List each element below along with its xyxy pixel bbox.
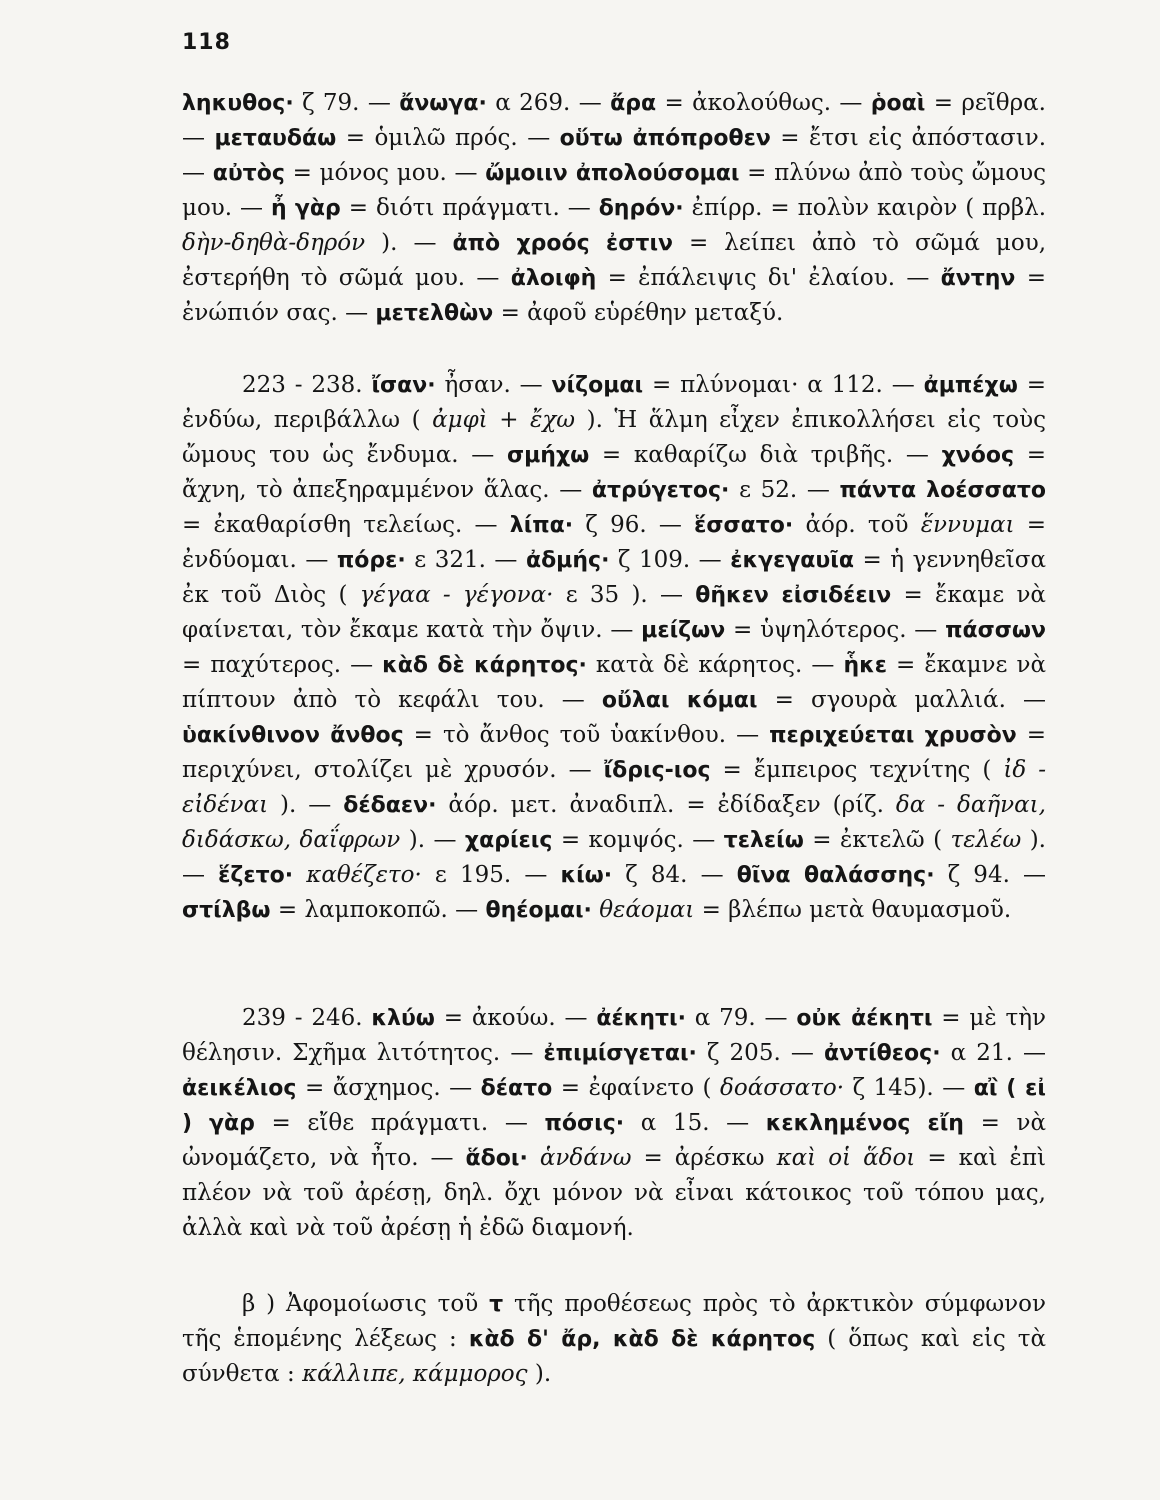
headword: κὰδ δ' ἄρ, κὰδ δὲ κάρητος bbox=[468, 1327, 816, 1352]
headword: ἀδμής· bbox=[525, 548, 610, 573]
headword: ἀέκητι· bbox=[596, 1006, 686, 1031]
italic-form: ἰδ - εἰδέναι bbox=[182, 757, 1047, 818]
headword: ἀπὸ χροός ἐστιν bbox=[452, 231, 674, 256]
gloss-text: = ἔτσι εἰς ἀπόστασιν. — bbox=[182, 125, 1047, 186]
headword: θηέομαι· bbox=[485, 898, 592, 923]
headword: τ bbox=[489, 1292, 504, 1317]
gloss-text: = ἐνώπιόν σας. — bbox=[182, 265, 1046, 326]
gloss-text: = περιχύνει, στολίζει μὲ χρυσόν. — bbox=[182, 722, 1046, 783]
headword: χνόος bbox=[941, 443, 1015, 468]
paragraph-1 bbox=[182, 86, 1046, 331]
headword: δηρόν· bbox=[598, 196, 684, 221]
headword: ἴσαν· bbox=[371, 373, 436, 398]
italic-form: γέγαα - γέγονα· bbox=[359, 582, 554, 608]
gloss-text: = κομψός. — bbox=[552, 827, 724, 853]
headword: τελείω bbox=[723, 828, 804, 853]
gloss-text: β ) Ἀφομοίωσις τοῦ bbox=[242, 1291, 490, 1317]
gloss-text: = ἐνδύω, περιβάλλω ( bbox=[182, 372, 1046, 433]
gloss-text: ζ 109. — bbox=[609, 547, 731, 573]
italic-form: θεάομαι bbox=[599, 897, 695, 923]
headword: ὑακίνθινον ἄνθος bbox=[182, 723, 404, 748]
headword: αὐτὸς bbox=[212, 161, 285, 186]
headword: κλύω bbox=[371, 1006, 435, 1031]
headword: κεκλημένος εἴη bbox=[765, 1111, 964, 1136]
gloss-text: 223 - 238. bbox=[242, 372, 372, 398]
headword: οὔλαι κόμαι bbox=[601, 688, 758, 713]
gloss-text: ζ 145). — bbox=[844, 1075, 974, 1101]
gloss-text: = λείπει ἀπὸ τὸ σῶμά μου, ἐστερήθη τὸ σῶμά μου. — bbox=[182, 230, 1047, 291]
italic-form: δὴν-δηθὰ-δηρόν bbox=[182, 230, 366, 256]
gloss-text: ζ 205. — bbox=[696, 1040, 824, 1066]
gloss-text: ). — bbox=[365, 230, 453, 256]
headword: οὐκ ἀέκητι bbox=[796, 1006, 933, 1031]
gloss-text: = μὲ τὴν θέλησιν. Σχῆμα λιτότητος. — bbox=[182, 1005, 1046, 1066]
italic-form: ἕννυμαι bbox=[920, 512, 1015, 538]
gloss-text: = ρεῖθρα. — bbox=[182, 90, 1046, 151]
gloss-text: ). — bbox=[400, 827, 465, 853]
headword: ἄρα bbox=[610, 91, 657, 116]
gloss-text: = ἄχνη, τὸ ἀπεξηραμμένον ἅλας. — bbox=[182, 442, 1046, 503]
gloss-text: = ἐπάλειψις δι' ἐλαίου. — bbox=[596, 265, 941, 291]
headword: ῥοαὶ bbox=[870, 91, 926, 116]
gloss-text: = τὸ ἄνθος τοῦ ὑακίνθου. — bbox=[403, 722, 770, 748]
gloss-text: = σγουρὰ μαλλιά. — bbox=[757, 687, 1046, 713]
headword: θῆκεν εἰσιδέειν bbox=[695, 583, 892, 608]
headword: κὰδ δὲ κάρητος· bbox=[382, 653, 587, 678]
paragraph-3 bbox=[182, 1001, 1046, 1246]
gloss-text: = μόνος μου. — bbox=[284, 160, 486, 186]
gloss-text: = πλύνομαι· α 112. — bbox=[643, 372, 924, 398]
gloss-text: ε 52. — bbox=[729, 477, 840, 503]
headword: δέατο bbox=[480, 1076, 553, 1101]
gloss-text: ἀόρ. τοῦ bbox=[793, 512, 921, 538]
gloss-text: = ἐφαίνετο ( bbox=[552, 1075, 721, 1101]
headword: ἀτρύγετος· bbox=[591, 478, 730, 503]
italic-form: τελέω bbox=[950, 827, 1022, 853]
headword: ἐπιμίσγεται· bbox=[543, 1041, 697, 1066]
headword: ἅδοι· bbox=[465, 1146, 528, 1171]
headword: ἦ γὰρ bbox=[270, 196, 341, 221]
gloss-text: = ἀρέσκω bbox=[631, 1145, 777, 1171]
gloss-text: ). Ἡ ἅλμη εἶχεν ἐπικολλήσει εἰς τοὺς ὤμους του ὡς ἔνδυμα. — bbox=[182, 407, 1046, 468]
gloss-text: ε 321. — bbox=[405, 547, 526, 573]
headword: πόσις· bbox=[544, 1111, 625, 1136]
headword: ἀμπέχω bbox=[923, 373, 1018, 398]
gloss-text: = διότι πράγματι. — bbox=[340, 195, 599, 221]
italic-form: δα - δαῆναι, διδάσκω, δαΐφρων bbox=[182, 792, 1046, 853]
gloss-text: ). bbox=[527, 1361, 552, 1387]
gloss-text: 239 - 246. bbox=[242, 1005, 372, 1031]
headword: ἄντην bbox=[940, 266, 1016, 291]
headword: πόρε· bbox=[336, 548, 406, 573]
gloss-text: = ἔκαμε νὰ φαίνεται, τὸν ἔκαμε κατὰ τὴν ὄψιν. — bbox=[182, 582, 1046, 643]
gloss-text: ( ὅπως καὶ εἰς τὰ σύνθετα : bbox=[182, 1326, 1047, 1387]
gloss-text: = ἀκολούθως. — bbox=[656, 90, 871, 116]
headword: πάσσων bbox=[945, 618, 1046, 643]
italic-form: καὶ οἱ ἅδοι bbox=[776, 1145, 916, 1171]
headword: ἧκε bbox=[843, 653, 887, 678]
headword: λίπα· bbox=[509, 513, 574, 538]
gloss-text: = ἀφοῦ εὑρέθην μεταξύ. bbox=[493, 300, 784, 326]
gloss-text: = καὶ ἐπὶ πλέον νὰ τοῦ ἀρέσῃ, δηλ. ὄχι μόνον νὰ εἶναι κάτοικος τοῦ τόπου μας, ἀλλὰ καὶ νὰ τοῦ ἀρέσῃ ἡ ἐδῶ διαμονή. bbox=[182, 1145, 1047, 1241]
headword: μετελθὼν bbox=[375, 301, 494, 326]
gloss-text: = ἐκτελῶ ( bbox=[803, 827, 951, 853]
gloss-text: α 79. — bbox=[685, 1005, 797, 1031]
headword: θῖνα θαλάσσης· bbox=[736, 863, 935, 888]
gloss-text: = ἀκούω. — bbox=[434, 1005, 597, 1031]
gloss-text: ε 195. — bbox=[421, 862, 561, 888]
italic-form: δοάσσατο· bbox=[720, 1075, 845, 1101]
gloss-text: ἦσαν. — bbox=[435, 372, 552, 398]
headword: κίω· bbox=[560, 863, 613, 888]
gloss-text: κατὰ δὲ κάρητος. — bbox=[586, 652, 844, 678]
gloss-text: ε 35 ). — bbox=[553, 582, 696, 608]
gloss-text: = ἐνδύομαι. — bbox=[182, 512, 1046, 573]
gloss-text: α 269. — bbox=[486, 90, 611, 116]
gloss-text: ζ 79. — bbox=[293, 90, 400, 116]
headword: στίλβω bbox=[182, 898, 271, 923]
headword: ὤμοιιν ἀπολούσομαι bbox=[485, 161, 740, 186]
paragraph-2 bbox=[182, 368, 1046, 928]
gloss-text: = ἄσχημος. — bbox=[296, 1075, 481, 1101]
gloss-text: = πλύνω ἀπὸ τοὺς ὤμους μου. — bbox=[182, 160, 1046, 221]
gloss-text: = παχύτερος. — bbox=[182, 652, 383, 678]
headword: μείζων bbox=[641, 618, 726, 643]
headword: ἴδρις-ιος bbox=[603, 758, 711, 783]
gloss-text: = καθαρίζω διὰ τριβῆς. — bbox=[589, 442, 942, 468]
headword: πάντα λοέσσατο bbox=[839, 478, 1046, 503]
gloss-text: ). — bbox=[268, 792, 344, 818]
gloss-text: τῆς προθέσεως πρὸς τὸ ἀρκτικὸν σύμφωνον τῆς ἑπομένης λέξεως : bbox=[182, 1291, 1046, 1352]
page-number: 118 bbox=[182, 30, 231, 55]
gloss-text: = ἐκαθαρίσθη τελείως. — bbox=[182, 512, 510, 538]
italic-form: κάλλιπε, κάμμορος bbox=[302, 1361, 528, 1387]
gloss-text: ἀόρ. μετ. ἀναδιπλ. = ἐδίδαξεν (ρίζ. bbox=[436, 792, 896, 818]
gloss-text: = ὁμιλῶ πρός. — bbox=[336, 125, 560, 151]
headword: αἲ ( εἰ ) γὰρ bbox=[182, 1076, 1046, 1136]
gloss-text: = ἡ γεννηθεῖσα ἐκ τοῦ Διὸς ( bbox=[182, 547, 1047, 608]
headword: νίζομαι bbox=[551, 373, 644, 398]
gloss-text bbox=[293, 862, 306, 888]
gloss-text: α 21. — bbox=[940, 1040, 1046, 1066]
gloss-text: = ὑψηλότερος. — bbox=[725, 617, 946, 643]
gloss-text: ζ 84. — bbox=[612, 862, 737, 888]
headword: ἀλοιφὴ bbox=[510, 266, 597, 291]
gloss-text: = εἴθε πράγματι. — bbox=[254, 1110, 545, 1136]
gloss-text: = ἔκαμνε νὰ πίπτουν ἀπὸ τὸ κεφάλι του. — bbox=[182, 652, 1046, 713]
gloss-text: = νὰ ὠνομάζετο, νὰ ἦτο. — bbox=[182, 1110, 1046, 1171]
gloss-text: ἐπίρρ. = πολὺν καιρὸν ( πρβλ. bbox=[683, 195, 1047, 221]
headword: ἕσσατο· bbox=[694, 513, 794, 538]
italic-form: καθέζετο· bbox=[306, 862, 422, 888]
gloss-text: = λαμποκοπῶ. — bbox=[270, 897, 486, 923]
headword: ἐκγεγαυῖα bbox=[730, 548, 854, 573]
gloss-text: α 15. — bbox=[624, 1110, 766, 1136]
paragraph-4 bbox=[182, 1287, 1046, 1392]
headword: σμήχω bbox=[506, 443, 590, 468]
headword: δέδαεν· bbox=[343, 793, 437, 818]
gloss-text: = ἔμπειρος τεχνίτης ( bbox=[710, 757, 1004, 783]
headword: ἄνωγα· bbox=[399, 91, 487, 116]
headword: ἀεικέλιος bbox=[182, 1076, 297, 1101]
gloss-text bbox=[528, 1145, 540, 1171]
headword: ληκυθος· bbox=[182, 91, 294, 116]
headword: χαρίεις bbox=[464, 828, 553, 853]
headword: περιχεύεται χρυσὸν bbox=[769, 723, 1017, 748]
gloss-text: ζ 96. — bbox=[573, 512, 695, 538]
headword: ἀντίθεος· bbox=[823, 1041, 941, 1066]
headword: ἕζετο· bbox=[218, 863, 294, 888]
headword: μεταυδάω bbox=[214, 126, 337, 151]
gloss-text: ζ 94. — bbox=[934, 862, 1047, 888]
gloss-text: ). — bbox=[182, 827, 1046, 888]
italic-form: ἀμφὶ + ἔχω bbox=[432, 407, 576, 433]
italic-form: ἁνδάνω bbox=[539, 1145, 632, 1171]
headword: οὕτω ἀπόπροθεν bbox=[559, 126, 771, 151]
gloss-text: = βλέπω μετὰ θαυμασμοῦ. bbox=[694, 897, 1012, 923]
